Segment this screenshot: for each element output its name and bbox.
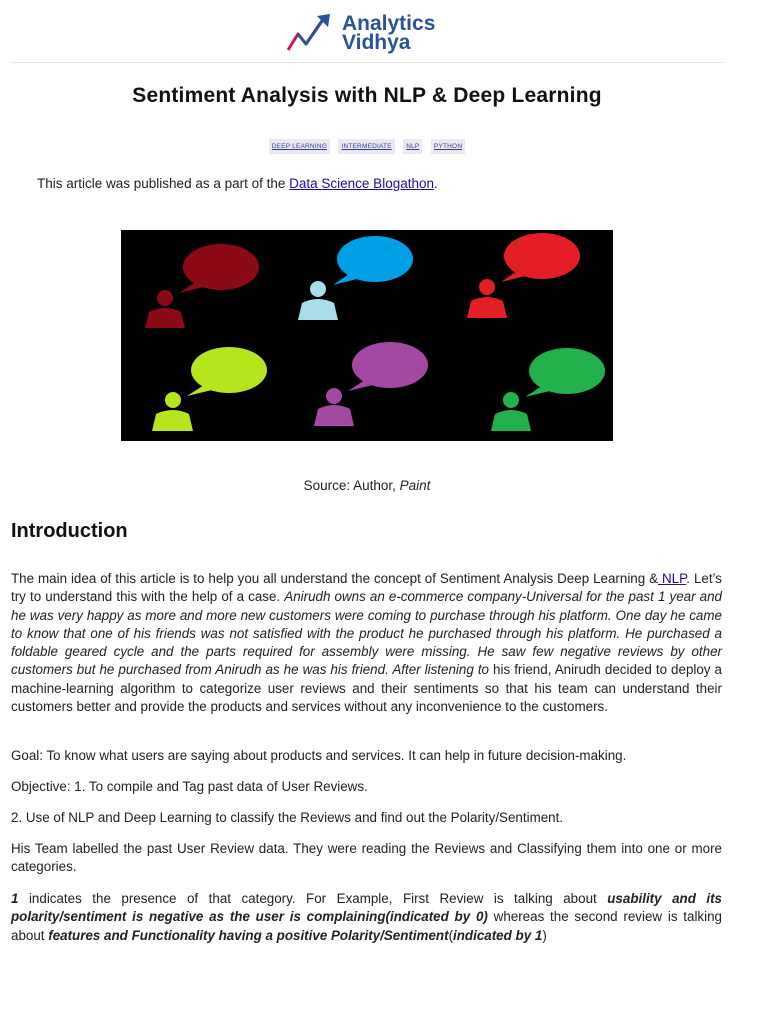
hero-image xyxy=(121,230,613,441)
blogathon-link[interactable]: Data Science Blogathon xyxy=(289,176,434,191)
paragraph-goal xyxy=(11,747,722,765)
published-note xyxy=(37,176,438,191)
caption-prefix: Source: Author, xyxy=(303,478,400,493)
p6-bold-2: usability and its polarity/sentiment is negative as the user is complaining(indicated by 0) xyxy=(11,891,722,925)
p1-italic-story: Anirudh owns an e-commerce company-Universal for the past 1 year and he was very happy as more and more new customers were coming to purchase through his platform. One day he came to know that one of his friends was not satisfied with the product he purchased through his platform. He purchased a foldable geared cycle and the parts required for assembly were missing. He saw few negative reviews by other customers but he purchased from Anirudh as he was his friend. After listening to xyxy=(11,589,722,678)
person-speech-figure-4 xyxy=(152,347,267,431)
tag-intermediate[interactable]: INTERMEDIATE xyxy=(338,139,394,154)
paragraph-objective xyxy=(11,778,722,796)
caption-italic: Paint xyxy=(399,478,431,493)
p6-bold-4: indicated by 1 xyxy=(453,927,543,943)
person-speech-figure-1 xyxy=(145,244,259,328)
published-suffix: . xyxy=(434,176,438,191)
person-speech-figure-3 xyxy=(467,233,580,318)
p6-text-3: ( xyxy=(448,927,454,943)
p1-text-c: his friend, Anirudh decided to deploy a machine-learning algorithm to categorize user reviews and their sentiments so that his team can understand their customers better and provide the products and services without any inconvenience to the customers. xyxy=(11,662,722,715)
p6-text-4: ) xyxy=(542,927,547,943)
paragraph-team xyxy=(11,840,722,877)
paragraph-objective-2 xyxy=(11,809,722,827)
tag-nlp[interactable]: NLP xyxy=(403,139,422,154)
tag-deep-learning[interactable]: DEEP LEARNING xyxy=(269,139,330,154)
analytics-chart-icon xyxy=(286,12,338,54)
team-text: His Team labelled the past User Review data. They were reading the Reviews and Classifying them into one or more categories. xyxy=(11,841,722,875)
objective-2-text: 2. Use of NLP and Deep Learning to classify the Reviews and find out the Polarity/Sentiment. xyxy=(11,810,564,825)
person-speech-figure-6 xyxy=(491,348,605,431)
goal-text: Goal: To know what users are saying about products and services. It can help in future decision-making. xyxy=(11,748,627,763)
p6-text-2: whereas the second review is talking about xyxy=(11,909,723,943)
image-caption xyxy=(0,478,734,493)
p6-bold-3: features and Functionality having a positive Polarity/Sentiment xyxy=(48,927,449,943)
article-title: Sentiment Analysis with NLP & Deep Learning xyxy=(132,84,602,107)
published-prefix: This article was published as a part of the xyxy=(37,176,290,191)
p1-text-a: The main idea of this article is to help you all understand the concept of Sentiment Analysis Deep Learning & xyxy=(11,571,659,586)
nlp-link[interactable]: NLP xyxy=(658,571,687,586)
paragraph-1 xyxy=(11,570,722,716)
site-logo[interactable] xyxy=(286,10,456,56)
p6-bold-1: 1 xyxy=(11,891,19,906)
tag-list xyxy=(0,135,734,154)
sentiment-illustration xyxy=(121,230,613,441)
logo-line-1: Analytics xyxy=(342,12,436,35)
tag-python[interactable]: PYTHON xyxy=(431,139,465,154)
section-heading-introduction: Introduction xyxy=(11,520,128,542)
person-speech-figure-2 xyxy=(298,236,413,320)
paragraph-example xyxy=(11,890,722,945)
objective-text: Objective: 1. To compile and Tag past data of User Reviews. xyxy=(11,779,368,794)
p1-text-b: . Let’s try to understand this with the help of a case. xyxy=(11,571,722,605)
logo-text xyxy=(342,14,435,52)
header-divider xyxy=(11,62,723,63)
person-speech-figure-5 xyxy=(314,342,428,426)
logo-line-2: Vidhya xyxy=(342,31,411,54)
p6-text-1: indicates the presence of that category. For Example, First Review is talking about xyxy=(18,891,608,906)
